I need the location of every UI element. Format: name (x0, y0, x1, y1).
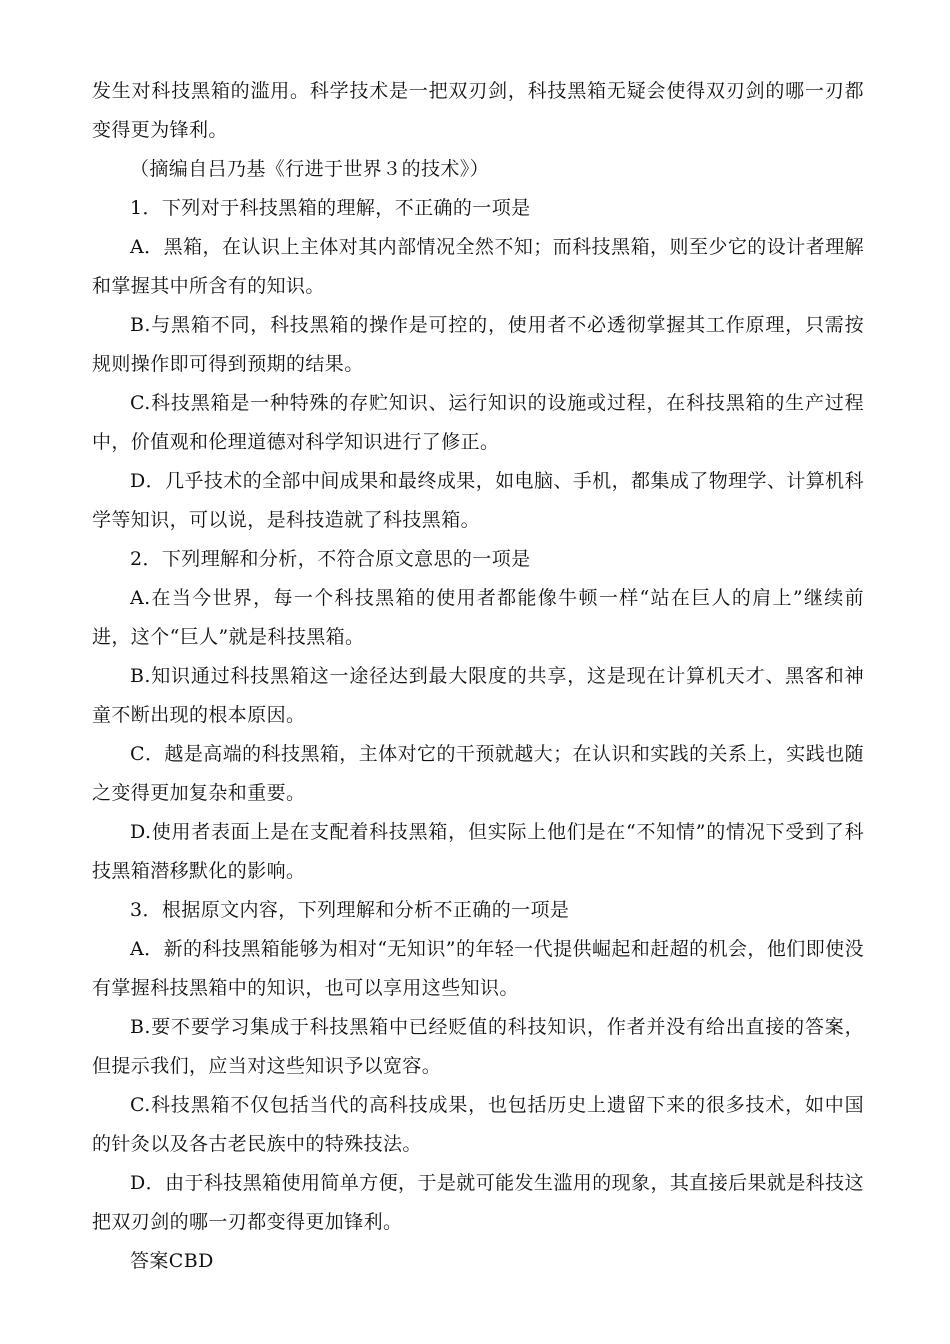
option-b: B.要不要学习集成于科技黑箱中已经贬值的科技知识，作者并没有给出直接的答案，但提示我们，应当对这些知识予以宽容。 (92, 1016, 864, 1077)
question-stem: 3．根据原文内容，下列理解和分析不正确的一项是 (130, 899, 570, 921)
question-3 (92, 891, 864, 1242)
passage-source: （摘编自吕乃基《行进于世界３的技术》） (130, 158, 490, 180)
question-stem: 1．下列对于科技黑箱的理解，不正确的一项是 (130, 197, 531, 219)
option-b: B.与黑箱不同，科技黑箱的操作是可控的，使用者不必透彻掌握其工作原理，只需按规则操作即可得到预期的结果。 (92, 314, 864, 375)
option-a: A．新的科技黑箱能够为相对“无知识”的年轻一代提供崛起和赶超的机会，他们即使没有掌握科技黑箱中的知识，也可以享用这些知识。 (92, 938, 864, 999)
answer-line: 答案CBD (130, 1250, 214, 1272)
option-d: D．由于科技黑箱使用简单方便，于是就可能发生滥用的现象，其直接后果就是科技这把双刃剑的哪一刃都变得更加锋利。 (92, 1172, 864, 1233)
option-c: C．越是高端的科技黑箱，主体对它的干预就越大；在认识和实践的关系上，实践也随之变得更加复杂和重要。 (92, 743, 864, 804)
option-b: B.知识通过科技黑箱这一途径达到最大限度的共享，这是现在计算机天才、黑客和神童不断出现的根本原因。 (92, 665, 864, 726)
question-2 (92, 540, 864, 891)
document-body (92, 72, 864, 1281)
question-stem: 2．下列理解和分析，不符合原文意思的一项是 (130, 548, 531, 570)
option-d: D．几乎技术的全部中间成果和最终成果，如电脑、手机，都集成了物理学、计算机科学等知识，可以说，是科技造就了科技黑箱。 (92, 470, 864, 531)
question-1 (92, 189, 864, 540)
passage-continuation: 发生对科技黑箱的滥用。科学技术是一把双刃剑，科技黑箱无疑会使得双刃剑的哪一刃都变得更为锋利。 (92, 80, 864, 141)
option-d: D.使用者表面上是在支配着科技黑箱，但实际上他们是在“不知情”的情况下受到了科技黑箱潜移默化的影响。 (92, 821, 864, 882)
option-a: A．黑箱，在认识上主体对其内部情况全然不知；而科技黑箱，则至少它的设计者理解和掌握其中所含有的知识。 (92, 236, 864, 297)
option-a: A.在当今世界，每一个科技黑箱的使用者都能像牛顿一样“站在巨人的肩上”继续前进，这个“巨人”就是科技黑箱。 (92, 587, 864, 648)
option-c: C.科技黑箱不仅包括当代的高科技成果，也包括历史上遗留下来的很多技术，如中国的针灸以及各古老民族中的特殊技法。 (92, 1094, 864, 1155)
option-c: C.科技黑箱是一种特殊的存贮知识、运行知识的设施或过程，在科技黑箱的生产过程中，价值观和伦理道德对科学知识进行了修正。 (92, 392, 864, 453)
